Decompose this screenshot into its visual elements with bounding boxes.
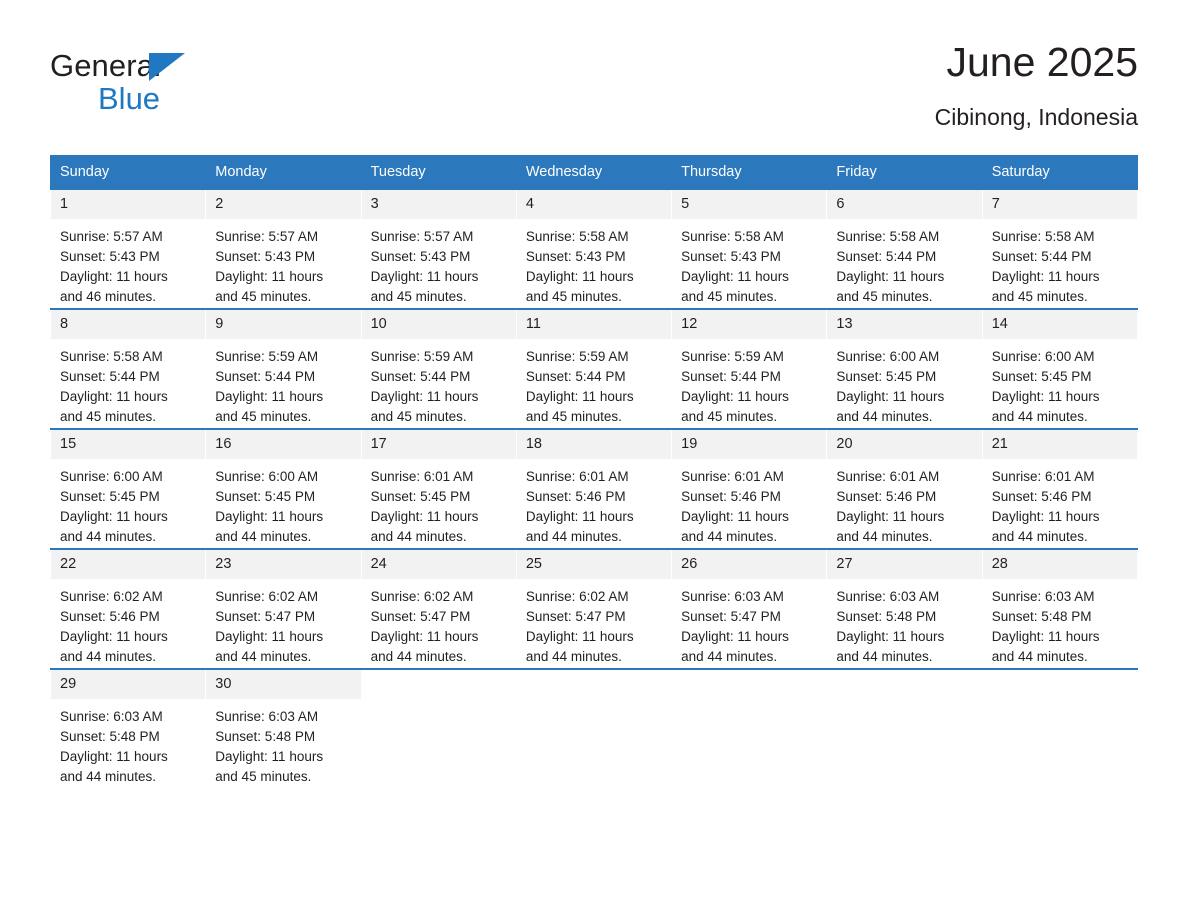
sunset-text: Sunset: 5:45 PM (60, 489, 160, 504)
general-blue-logo (50, 42, 161, 114)
sunrise-text: Sunrise: 6:03 AM (991, 589, 1095, 604)
calendar-day-cell[interactable] (51, 669, 206, 788)
day-details (827, 339, 981, 427)
day-number: 14 (983, 310, 1137, 339)
day-details (362, 339, 516, 427)
daylight-text-line2: and 45 minutes. (60, 409, 157, 424)
daylight-text-line1: Daylight: 11 hours (60, 629, 168, 644)
daylight-text-line2: and 45 minutes. (681, 409, 778, 424)
sunrise-text: Sunrise: 6:02 AM (60, 589, 163, 604)
calendar-day-cell[interactable] (51, 309, 206, 429)
page-header (50, 39, 1138, 138)
day-details (517, 459, 671, 547)
calendar-day-cell[interactable] (361, 549, 516, 669)
calendar-day-cell[interactable] (516, 549, 671, 669)
daylight-text-line1: Daylight: 11 hours (681, 509, 789, 524)
day-number: 22 (51, 550, 205, 579)
day-number: 12 (672, 310, 826, 339)
daylight-text-line2: and 44 minutes. (836, 649, 933, 664)
daylight-text-line2: and 45 minutes. (370, 409, 467, 424)
daylight-text-line1: Daylight: 11 hours (681, 389, 789, 404)
day-number (827, 670, 981, 697)
day-details (206, 219, 360, 307)
daylight-text-line2: and 46 minutes. (60, 289, 157, 304)
sunset-text: Sunset: 5:48 PM (836, 609, 937, 624)
sunset-text: Sunset: 5:44 PM (60, 369, 160, 384)
sunset-text: Sunset: 5:44 PM (370, 369, 471, 384)
calendar-day-cell[interactable] (827, 549, 982, 669)
day-details (362, 459, 516, 547)
day-details (983, 579, 1137, 667)
calendar-week-row (51, 669, 1138, 788)
sunset-text: Sunset: 5:43 PM (215, 249, 316, 264)
sunset-text: Sunset: 5:48 PM (215, 729, 316, 744)
sunrise-text: Sunrise: 6:01 AM (836, 469, 940, 484)
day-number: 24 (362, 550, 516, 579)
daylight-text-line2: and 45 minutes. (215, 409, 312, 424)
weekday-header-friday: Friday (827, 156, 982, 190)
sunrise-text: Sunrise: 5:59 AM (215, 349, 319, 364)
day-details (827, 579, 981, 667)
calendar-week-row (51, 189, 1138, 309)
day-number: 5 (672, 190, 826, 219)
calendar-day-cell[interactable] (361, 429, 516, 549)
day-details (362, 579, 516, 667)
daylight-text-line2: and 45 minutes. (215, 769, 312, 784)
sunset-text: Sunset: 5:46 PM (836, 489, 937, 504)
calendar-day-cell[interactable] (672, 549, 827, 669)
day-number: 4 (517, 190, 671, 219)
daylight-text-line1: Daylight: 11 hours (525, 509, 634, 524)
day-details (206, 579, 360, 667)
day-number: 28 (983, 550, 1137, 579)
sunrise-text: Sunrise: 5:58 AM (525, 229, 629, 244)
sunset-text: Sunset: 5:45 PM (370, 489, 471, 504)
sunset-text: Sunset: 5:47 PM (525, 609, 626, 624)
calendar-day-cell[interactable] (206, 549, 361, 669)
calendar-day-cell[interactable] (827, 429, 982, 549)
calendar-day-cell[interactable] (516, 429, 671, 549)
calendar-day-cell[interactable] (516, 189, 671, 309)
day-number: 23 (206, 550, 360, 579)
daylight-text-line1: Daylight: 11 hours (370, 389, 479, 404)
sunset-text: Sunset: 5:44 PM (836, 249, 937, 264)
day-details (206, 459, 360, 547)
daylight-text-line2: and 44 minutes. (215, 649, 312, 664)
sunset-text: Sunset: 5:44 PM (681, 369, 781, 384)
daylight-text-line2: and 45 minutes. (836, 289, 933, 304)
daylight-text-line1: Daylight: 11 hours (836, 269, 945, 284)
daylight-text-line1: Daylight: 11 hours (836, 629, 945, 644)
day-details (51, 219, 205, 307)
sunset-text: Sunset: 5:48 PM (991, 609, 1092, 624)
day-number: 21 (983, 430, 1137, 459)
daylight-text-line1: Daylight: 11 hours (836, 509, 945, 524)
title-block (934, 39, 1138, 131)
logo-text-general: General (50, 48, 161, 83)
calendar-empty-cell (672, 669, 827, 788)
sunrise-text: Sunrise: 6:00 AM (991, 349, 1095, 364)
weekday-header-monday: Monday (206, 156, 361, 190)
daylight-text-line1: Daylight: 11 hours (525, 629, 634, 644)
weekday-header-tuesday: Tuesday (361, 156, 516, 190)
sunrise-text: Sunrise: 6:00 AM (836, 349, 940, 364)
day-details (517, 339, 671, 427)
day-details (51, 459, 205, 547)
sunset-text: Sunset: 5:46 PM (60, 609, 160, 624)
daylight-text-line2: and 44 minutes. (525, 649, 622, 664)
sunrise-text: Sunrise: 6:00 AM (60, 469, 163, 484)
day-number: 30 (206, 670, 360, 699)
day-number: 3 (362, 190, 516, 219)
sunrise-text: Sunrise: 6:02 AM (215, 589, 319, 604)
sunset-text: Sunset: 5:45 PM (215, 489, 316, 504)
page-title: June 2025 (946, 39, 1138, 85)
calendar-empty-cell (827, 669, 982, 788)
sunrise-text: Sunrise: 6:02 AM (370, 589, 474, 604)
day-number: 17 (362, 430, 516, 459)
sunset-text: Sunset: 5:43 PM (681, 249, 781, 264)
day-details (362, 219, 516, 307)
calendar-week-row (51, 549, 1138, 669)
daylight-text-line2: and 45 minutes. (525, 289, 622, 304)
day-details (206, 699, 360, 787)
day-details (983, 219, 1137, 307)
daylight-text-line1: Daylight: 11 hours (215, 389, 324, 404)
day-number: 19 (672, 430, 826, 459)
daylight-text-line1: Daylight: 11 hours (991, 509, 1100, 524)
daylight-text-line2: and 44 minutes. (370, 649, 467, 664)
calendar-day-cell[interactable] (206, 669, 361, 788)
day-details (517, 579, 671, 667)
day-details (206, 339, 360, 427)
daylight-text-line1: Daylight: 11 hours (991, 389, 1100, 404)
calendar-day-cell[interactable] (361, 309, 516, 429)
sunrise-text: Sunrise: 5:57 AM (370, 229, 474, 244)
calendar-day-cell[interactable] (672, 189, 827, 309)
sunset-text: Sunset: 5:44 PM (525, 369, 626, 384)
daylight-text-line2: and 44 minutes. (60, 649, 157, 664)
daylight-text-line2: and 44 minutes. (370, 529, 467, 544)
sunset-text: Sunset: 5:48 PM (60, 729, 160, 744)
day-number: 10 (362, 310, 516, 339)
daylight-text-line1: Daylight: 11 hours (215, 629, 324, 644)
day-details (51, 339, 205, 427)
daylight-text-line2: and 45 minutes. (215, 289, 312, 304)
calendar-day-cell[interactable] (827, 309, 982, 429)
day-number (517, 670, 671, 697)
sunset-text: Sunset: 5:46 PM (991, 489, 1092, 504)
daylight-text-line1: Daylight: 11 hours (525, 269, 634, 284)
daylight-text-line1: Daylight: 11 hours (681, 629, 789, 644)
logo-flag-icon (149, 53, 185, 81)
calendar-day-cell[interactable] (982, 429, 1137, 549)
calendar-day-cell[interactable] (982, 309, 1137, 429)
sunset-text: Sunset: 5:43 PM (370, 249, 471, 264)
sunset-text: Sunset: 5:43 PM (60, 249, 160, 264)
sunrise-text: Sunrise: 6:03 AM (215, 709, 319, 724)
daylight-text-line1: Daylight: 11 hours (215, 509, 324, 524)
day-number: 16 (206, 430, 360, 459)
daylight-text-line2: and 44 minutes. (991, 649, 1088, 664)
calendar-day-cell[interactable] (672, 429, 827, 549)
daylight-text-line2: and 44 minutes. (60, 529, 157, 544)
weekday-header-wednesday: Wednesday (516, 156, 671, 190)
sunrise-text: Sunrise: 5:58 AM (60, 349, 163, 364)
day-number (983, 670, 1137, 697)
day-number: 11 (517, 310, 671, 339)
sunrise-text: Sunrise: 6:02 AM (525, 589, 629, 604)
sunrise-text: Sunrise: 6:01 AM (525, 469, 629, 484)
day-number: 8 (51, 310, 205, 339)
daylight-text-line2: and 44 minutes. (215, 529, 312, 544)
calendar-day-cell[interactable] (206, 429, 361, 549)
daylight-text-line2: and 45 minutes. (370, 289, 467, 304)
day-details (672, 219, 826, 307)
sunrise-text: Sunrise: 5:58 AM (991, 229, 1095, 244)
sunset-text: Sunset: 5:45 PM (836, 369, 937, 384)
day-number: 26 (672, 550, 826, 579)
sunrise-text: Sunrise: 6:01 AM (681, 469, 784, 484)
daylight-text-line1: Daylight: 11 hours (215, 269, 324, 284)
calendar-empty-cell (982, 669, 1137, 788)
sunrise-text: Sunrise: 6:01 AM (991, 469, 1095, 484)
day-details (827, 219, 981, 307)
day-number: 2 (206, 190, 360, 219)
daylight-text-line1: Daylight: 11 hours (370, 629, 479, 644)
calendar-week-row (51, 309, 1138, 429)
sunrise-text: Sunrise: 6:01 AM (370, 469, 474, 484)
daylight-text-line1: Daylight: 11 hours (60, 389, 168, 404)
daylight-text-line1: Daylight: 11 hours (681, 269, 789, 284)
sunset-text: Sunset: 5:47 PM (681, 609, 781, 624)
daylight-text-line2: and 44 minutes. (836, 409, 933, 424)
sunset-text: Sunset: 5:47 PM (370, 609, 471, 624)
day-details (51, 699, 205, 787)
sunrise-text: Sunrise: 5:57 AM (60, 229, 163, 244)
sunset-text: Sunset: 5:43 PM (525, 249, 626, 264)
daylight-text-line2: and 44 minutes. (681, 529, 778, 544)
sunrise-text: Sunrise: 6:03 AM (836, 589, 940, 604)
sunset-text: Sunset: 5:45 PM (991, 369, 1092, 384)
day-details (517, 219, 671, 307)
day-number: 20 (827, 430, 981, 459)
day-number: 6 (827, 190, 981, 219)
day-number: 13 (827, 310, 981, 339)
sunset-text: Sunset: 5:46 PM (525, 489, 626, 504)
sunset-text: Sunset: 5:47 PM (215, 609, 316, 624)
day-number (362, 670, 516, 697)
sunrise-text: Sunrise: 6:00 AM (215, 469, 319, 484)
daylight-text-line1: Daylight: 11 hours (60, 509, 168, 524)
sunrise-text: Sunrise: 5:59 AM (370, 349, 474, 364)
daylight-text-line2: and 45 minutes. (681, 289, 778, 304)
day-number: 9 (206, 310, 360, 339)
sunrise-text: Sunrise: 6:03 AM (681, 589, 784, 604)
location-subtitle: Cibinong, Indonesia (934, 104, 1138, 130)
day-details (983, 339, 1137, 427)
daylight-text-line1: Daylight: 11 hours (525, 389, 634, 404)
sunrise-text: Sunrise: 5:57 AM (215, 229, 319, 244)
daylight-text-line1: Daylight: 11 hours (60, 749, 168, 764)
sunrise-text: Sunrise: 6:03 AM (60, 709, 163, 724)
calendar-day-cell[interactable] (51, 429, 206, 549)
day-number: 1 (51, 190, 205, 219)
weekday-header-row (51, 156, 1138, 190)
day-number: 27 (827, 550, 981, 579)
day-details (672, 579, 826, 667)
daylight-text-line2: and 44 minutes. (991, 529, 1088, 544)
day-details (827, 459, 981, 547)
sunrise-text: Sunrise: 5:59 AM (681, 349, 784, 364)
weekday-header-thursday: Thursday (672, 156, 827, 190)
daylight-text-line1: Daylight: 11 hours (215, 749, 324, 764)
weekday-header-sunday: Sunday (51, 156, 206, 190)
daylight-text-line2: and 44 minutes. (60, 769, 157, 784)
sunset-text: Sunset: 5:44 PM (215, 369, 316, 384)
day-number: 29 (51, 670, 205, 699)
calendar-empty-cell (361, 669, 516, 788)
day-number (672, 670, 826, 697)
sunset-text: Sunset: 5:44 PM (991, 249, 1092, 264)
calendar-day-cell[interactable] (206, 309, 361, 429)
day-number: 18 (517, 430, 671, 459)
calendar-day-cell[interactable] (361, 189, 516, 309)
daylight-text-line2: and 45 minutes. (991, 289, 1088, 304)
calendar-week-row (51, 429, 1138, 549)
weekday-header-saturday: Saturday (982, 156, 1137, 190)
calendar-day-cell[interactable] (827, 189, 982, 309)
day-details (672, 459, 826, 547)
daylight-text-line1: Daylight: 11 hours (370, 269, 479, 284)
calendar-day-cell[interactable] (206, 189, 361, 309)
daylight-text-line1: Daylight: 11 hours (991, 629, 1100, 644)
daylight-text-line1: Daylight: 11 hours (991, 269, 1100, 284)
daylight-text-line2: and 45 minutes. (525, 409, 622, 424)
calendar-body (51, 189, 1138, 788)
day-number: 15 (51, 430, 205, 459)
sunset-text: Sunset: 5:46 PM (681, 489, 781, 504)
sunrise-sunset-calendar (50, 155, 1138, 788)
logo-text-blue: Blue (98, 81, 161, 116)
day-number: 25 (517, 550, 671, 579)
daylight-text-line2: and 44 minutes. (836, 529, 933, 544)
calendar-day-cell[interactable] (672, 309, 827, 429)
calendar-day-cell[interactable] (51, 549, 206, 669)
day-details (983, 459, 1137, 547)
daylight-text-line2: and 44 minutes. (681, 649, 778, 664)
calendar-empty-cell (516, 669, 671, 788)
daylight-text-line1: Daylight: 11 hours (370, 509, 479, 524)
day-number: 7 (983, 190, 1137, 219)
daylight-text-line1: Daylight: 11 hours (836, 389, 945, 404)
sunrise-text: Sunrise: 5:59 AM (525, 349, 629, 364)
sunrise-text: Sunrise: 5:58 AM (681, 229, 784, 244)
calendar-day-cell[interactable] (51, 189, 206, 309)
day-details (672, 339, 826, 427)
calendar-day-cell[interactable] (516, 309, 671, 429)
sunrise-text: Sunrise: 5:58 AM (836, 229, 940, 244)
day-details (51, 579, 205, 667)
daylight-text-line1: Daylight: 11 hours (60, 269, 168, 284)
calendar-day-cell[interactable] (982, 189, 1137, 309)
calendar-day-cell[interactable] (982, 549, 1137, 669)
daylight-text-line2: and 44 minutes. (525, 529, 622, 544)
daylight-text-line2: and 44 minutes. (991, 409, 1088, 424)
